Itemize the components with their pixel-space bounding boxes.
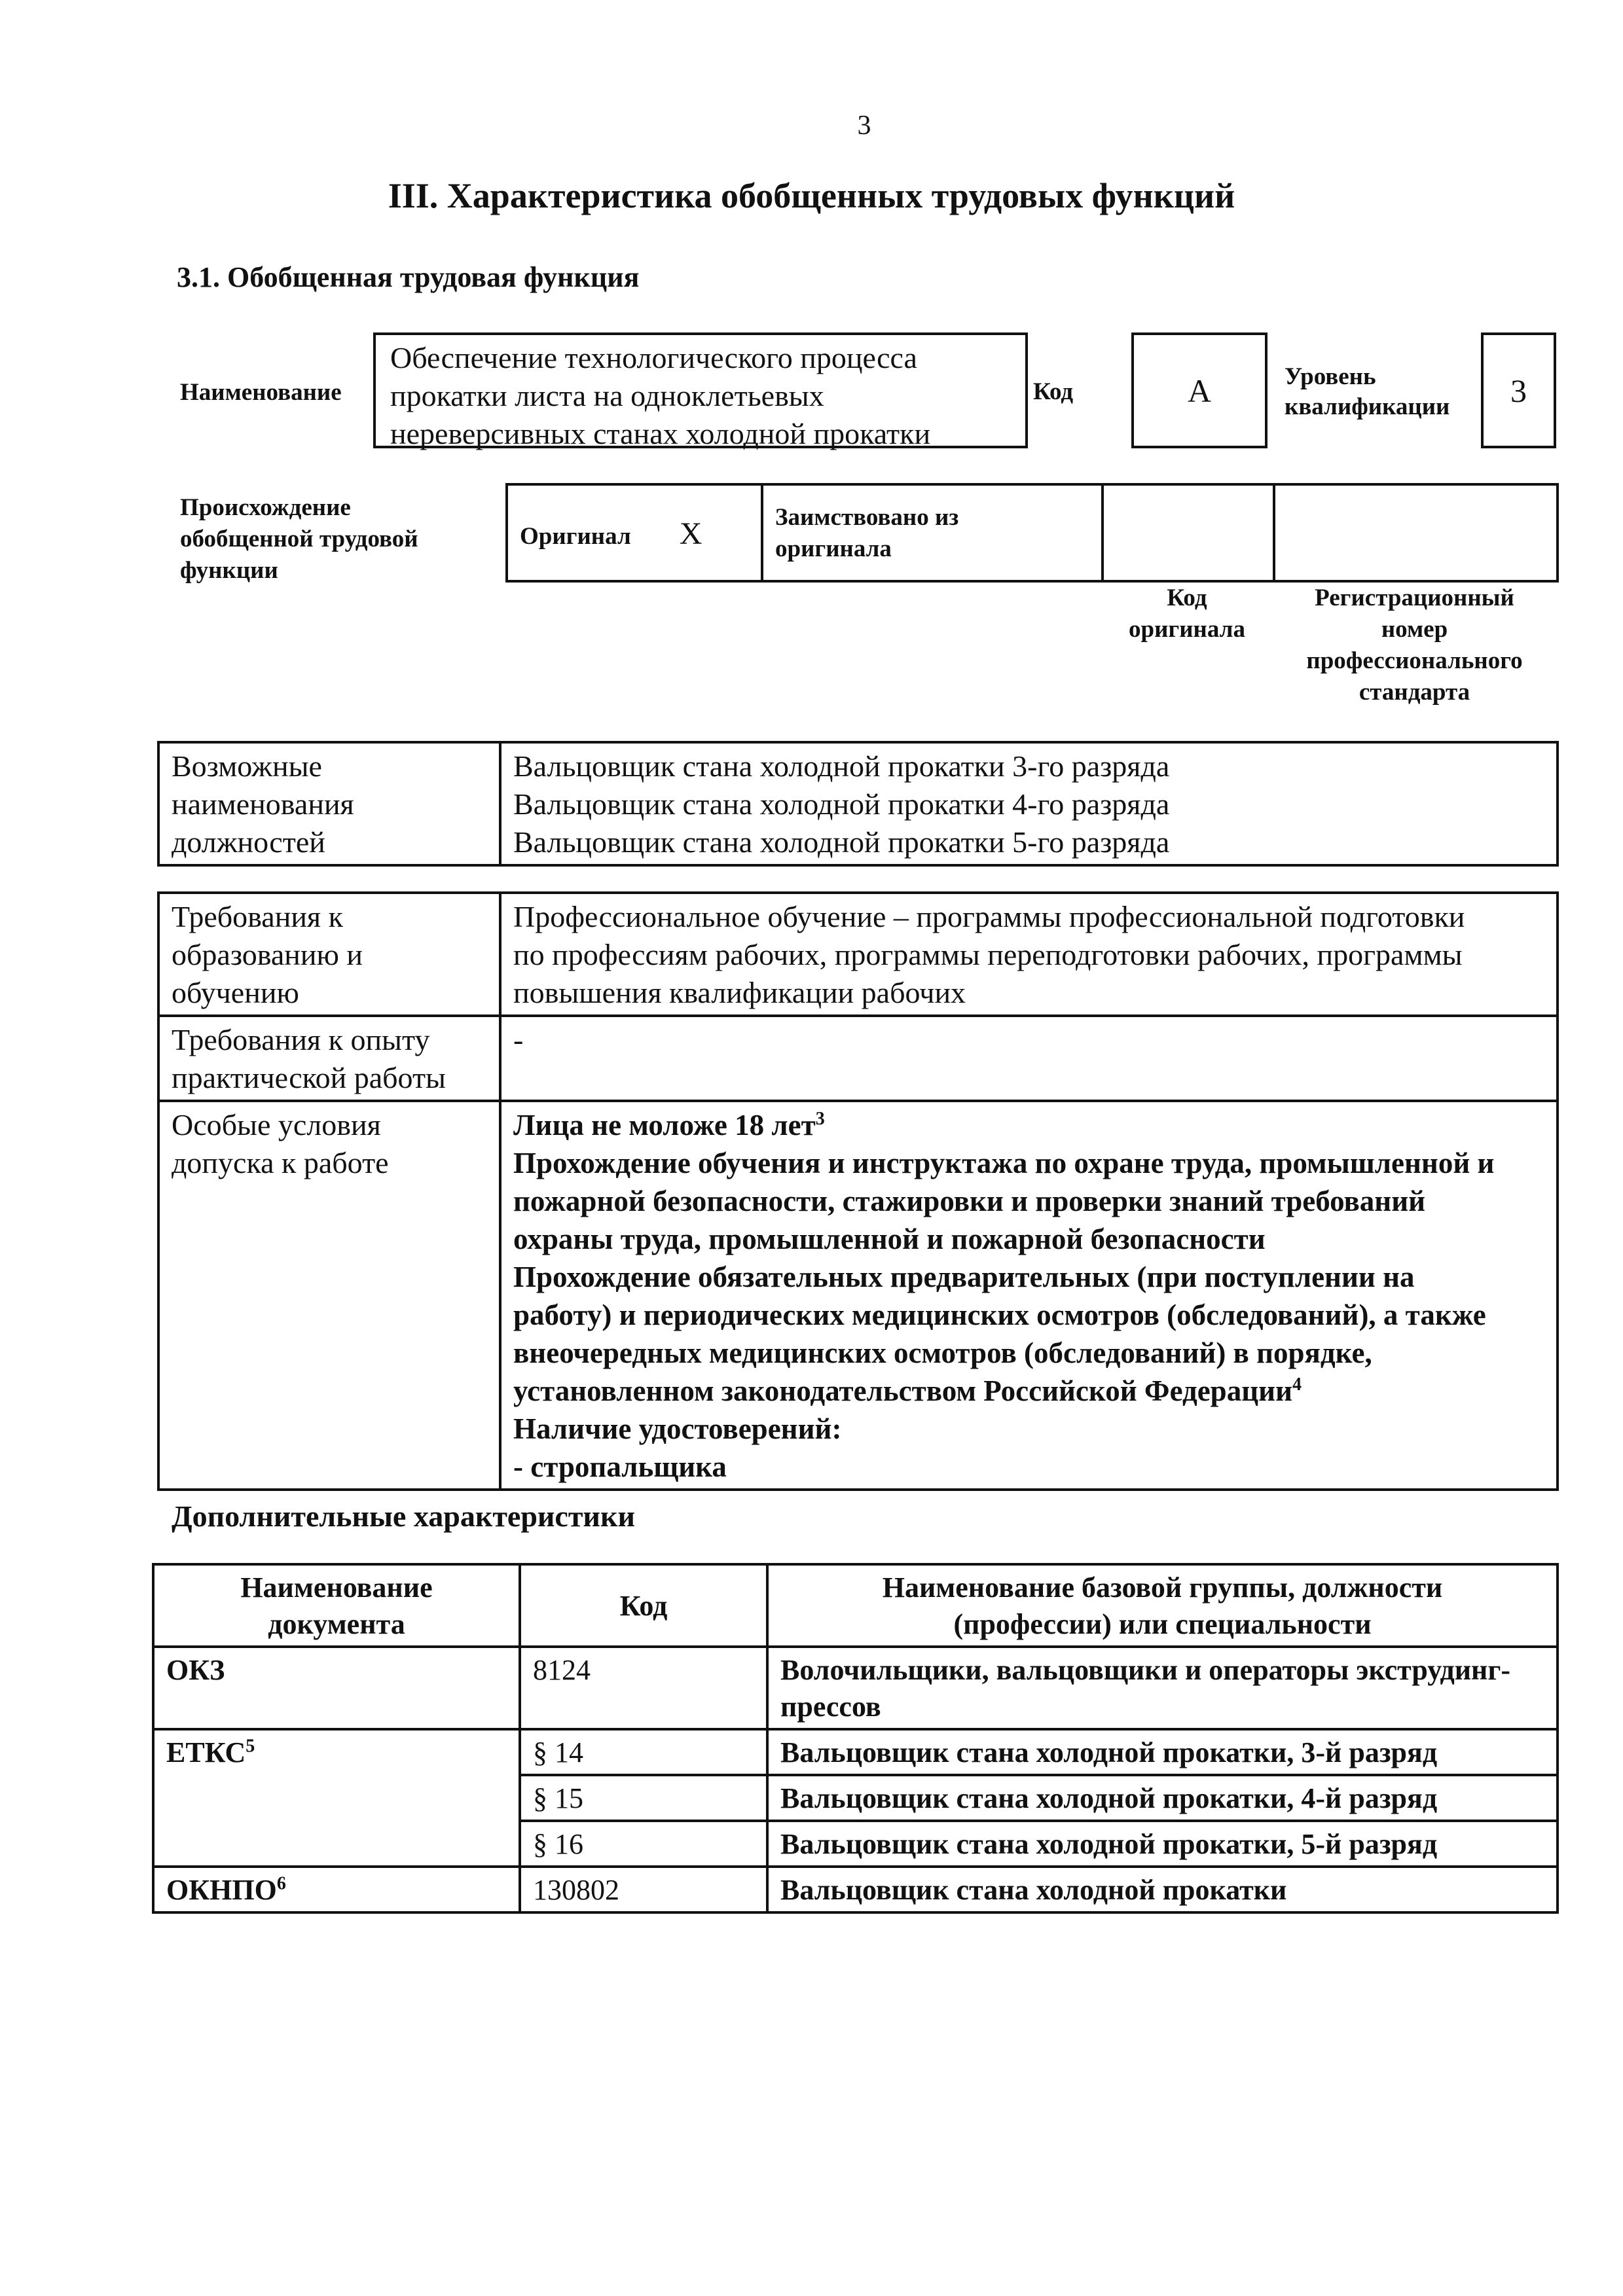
- special-line: - стропальщика: [513, 1450, 727, 1483]
- borrowed-label-line: оригинала: [775, 535, 892, 562]
- level-label: [1285, 362, 1450, 422]
- original-mark: X: [679, 516, 702, 551]
- positions-label-line: Возможные: [172, 749, 322, 783]
- origin-label-line: Происхождение: [180, 494, 351, 521]
- special-row: [158, 1101, 1558, 1490]
- special-line: [513, 1106, 1544, 1144]
- caption-line: номер: [1381, 616, 1448, 643]
- special-value-cell: [500, 1101, 1558, 1490]
- special-line: Наличие удостоверений:: [513, 1412, 842, 1445]
- etks-name: Вальцовщик стана холодной прокатки, 3-й разряд: [767, 1729, 1558, 1775]
- table-row: [153, 1867, 1558, 1912]
- oknpo-code: 130802: [520, 1867, 767, 1912]
- positions-label-line: наименования: [172, 787, 354, 821]
- education-label-line: обучению: [172, 976, 299, 1009]
- borrowed-label-line: Заимствовано из: [775, 504, 959, 531]
- special-label-line: Особые условия: [172, 1108, 381, 1141]
- header-line: Наименование: [240, 1571, 433, 1604]
- experience-label-line: практической работы: [172, 1061, 446, 1094]
- header-name: [767, 1564, 1558, 1647]
- footnote-ref: 5: [246, 1736, 255, 1757]
- level-label-line: квалификации: [1285, 393, 1450, 420]
- function-name-box: [373, 332, 1028, 448]
- education-label-line: образованию и: [172, 938, 363, 971]
- extra-table: [152, 1563, 1559, 1914]
- footnote-ref: 4: [1292, 1374, 1302, 1395]
- positions-label-line: должностей: [172, 825, 325, 859]
- level-value: 3: [1510, 372, 1527, 409]
- function-name-line: Обеспечение технологического процесса: [390, 341, 917, 374]
- origin-table: [505, 483, 1559, 583]
- footnote-ref: 6: [276, 1873, 286, 1894]
- reg-number-caption: [1273, 583, 1556, 708]
- education-label-line: Требования к: [172, 900, 343, 933]
- requirements-table: [157, 891, 1559, 1491]
- special-line: работу) и периодических медицинских осмотров (обследований), а также: [513, 1299, 1486, 1331]
- level-value-box: [1481, 332, 1556, 448]
- education-line: по профессиям рабочих, программы переподготовки рабочих, программы: [513, 938, 1463, 971]
- origin-label-line: обобщенной трудовой: [180, 526, 418, 552]
- header-line: документа: [268, 1608, 405, 1640]
- origin-code-cell: [1103, 484, 1274, 581]
- special-line: Прохождение обучения и инструктажа по охране труда, промышленной и: [513, 1147, 1495, 1179]
- etks-doc-text: ЕТКС: [166, 1736, 246, 1768]
- code-value-box: [1131, 332, 1267, 448]
- original-label: Оригинал: [520, 522, 631, 550]
- education-value-cell: [500, 893, 1558, 1016]
- table-row: [153, 1729, 1558, 1775]
- special-first-text: Лица не моложе 18 лет: [513, 1109, 816, 1141]
- positions-values-cell: [500, 742, 1558, 865]
- special-law-text: установленном законодательством Российской Федерации: [513, 1374, 1292, 1407]
- page-number: 3: [857, 111, 871, 141]
- name-label: Наименование: [180, 379, 342, 406]
- etks-code: § 15: [520, 1775, 767, 1821]
- function-name-line: нереверсивных станах холодной прокатки: [390, 417, 931, 450]
- education-line: повышения квалификации рабочих: [513, 976, 966, 1009]
- caption-line: профессионального: [1306, 647, 1523, 674]
- header-doc: [153, 1564, 520, 1647]
- special-line: [513, 1372, 1544, 1410]
- special-line: пожарной безопасности, стажировки и проверки знаний требований: [513, 1185, 1426, 1217]
- experience-label-cell: [158, 1016, 500, 1101]
- origin-original-cell: [507, 484, 762, 581]
- extra-title: Дополнительные характеристики: [172, 1499, 635, 1533]
- experience-label-line: Требования к опыту: [172, 1023, 430, 1056]
- position-item: Вальцовщик стана холодной прокатки 3-го разряда: [513, 749, 1170, 783]
- okz-name-line: прессов: [780, 1691, 881, 1723]
- special-label-cell: [158, 1101, 500, 1490]
- header-code: Код: [520, 1564, 767, 1647]
- okz-doc: ОКЗ: [153, 1647, 520, 1729]
- origin-reg-cell: [1274, 484, 1558, 581]
- experience-value-cell: [500, 1016, 1558, 1101]
- extra-header-row: [153, 1564, 1558, 1647]
- header-line: Наименование базовой группы, должности: [882, 1571, 1443, 1604]
- etks-name: Вальцовщик стана холодной прокатки, 4-й разряд: [767, 1775, 1558, 1821]
- etks-code: § 16: [520, 1821, 767, 1867]
- positions-label-cell: [158, 742, 500, 865]
- section-title: III. Характеристика обобщенных трудовых функций: [388, 176, 1235, 215]
- special-line: охраны труда, промышленной и пожарной безопасности: [513, 1223, 1266, 1255]
- caption-line: оригинала: [1129, 616, 1245, 643]
- experience-value: -: [513, 1023, 524, 1056]
- education-row: [158, 893, 1558, 1016]
- special-line: Прохождение обязательных предварительных (при поступлении на: [513, 1261, 1415, 1293]
- education-line: Профессиональное обучение – программы профессиональной подготовки: [513, 900, 1465, 933]
- origin-label: [180, 492, 418, 586]
- level-label-line: Уровень: [1285, 363, 1376, 390]
- code-label: Код: [1033, 378, 1074, 405]
- oknpo-doc: [153, 1867, 520, 1912]
- experience-row: [158, 1016, 1558, 1101]
- oknpo-doc-text: ОКНПО: [166, 1874, 277, 1906]
- oknpo-name: Вальцовщик стана холодной прокатки: [767, 1867, 1558, 1912]
- special-label-line: допуска к работе: [172, 1146, 389, 1179]
- okz-name-line: Волочильщики, вальцовщики и операторы экструдинг-: [780, 1654, 1511, 1686]
- subsection-title: 3.1. Обобщенная трудовая функция: [177, 261, 640, 293]
- okz-name: [767, 1647, 1558, 1729]
- code-original-caption: [1101, 583, 1273, 645]
- caption-line: Код: [1167, 584, 1207, 611]
- position-item: Вальцовщик стана холодной прокатки 5-го разряда: [513, 825, 1170, 859]
- etks-name: Вальцовщик стана холодной прокатки, 5-й разряд: [767, 1821, 1558, 1867]
- caption-line: Регистрационный: [1315, 584, 1514, 611]
- position-item: Вальцовщик стана холодной прокатки 4-го разряда: [513, 787, 1170, 821]
- function-name-line: прокатки листа на одноклетьевых: [390, 379, 824, 412]
- origin-borrowed-cell: [762, 484, 1103, 581]
- origin-label-line: функции: [180, 557, 278, 584]
- education-label-cell: [158, 893, 500, 1016]
- table-row: [153, 1647, 1558, 1729]
- positions-table: [157, 741, 1559, 867]
- etks-doc: [153, 1729, 520, 1867]
- etks-code: § 14: [520, 1729, 767, 1775]
- okz-code: 8124: [520, 1647, 767, 1729]
- special-line: внеочередных медицинских осмотров (обследований) в порядке,: [513, 1336, 1372, 1369]
- footnote-ref: 3: [815, 1109, 825, 1129]
- header-line: (профессии) или специальности: [953, 1608, 1372, 1640]
- caption-line: стандарта: [1359, 679, 1470, 706]
- code-value: А: [1187, 372, 1212, 409]
